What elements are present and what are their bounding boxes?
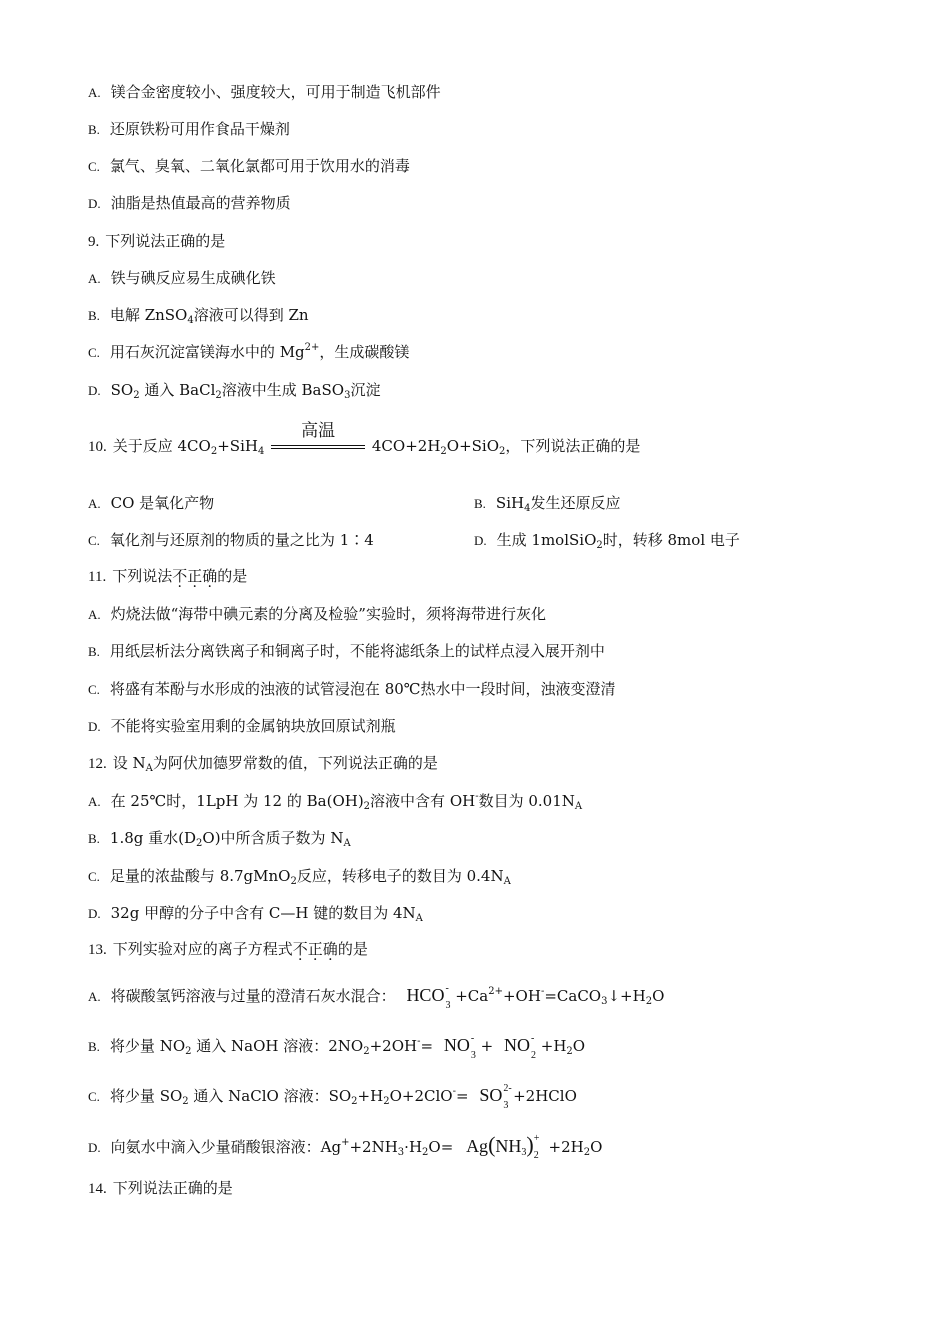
q10-option-a: A. CO 是氧化产物 bbox=[88, 494, 215, 512]
q9-option-c: C. 用石灰沉淀富镁海水中的 $Mg^{2+}$，生成碳酸镁 bbox=[88, 342, 410, 361]
sulfite-ion: SO 2- 3 bbox=[479, 1083, 512, 1111]
double-equal-bar bbox=[271, 445, 365, 449]
reaction-condition-arrow: 高温 bbox=[271, 437, 365, 457]
q11-option-b: B. 用纸层析法分离铁离子和铜离子时，不能将滤纸条上的试样点浸入展开剂中 bbox=[88, 642, 605, 660]
q9-option-d: D. $SO_2$ 通入 BaCl$_2$溶液中生成 BaSO$_3$沉淀 bbox=[88, 381, 381, 401]
q13-stem: 13. 下列实验对应的离子方程式不正确的是 bbox=[88, 940, 368, 958]
q11-stem: 11. 下列说法不正确的是 bbox=[88, 567, 248, 585]
q9-option-a: A. 铁与碘反应易生成碘化铁 bbox=[88, 269, 276, 287]
q13-option-b: B. 将少量 $NO_2$ 通入 NaOH 溶液：$2NO_2+2OH^-=$ NO - 3 + NO - 2 $+H_2O$ bbox=[88, 1033, 586, 1061]
q8-option-c: C. 氯气、臭氧、二氧化氯都可用于饮用水的消毒 bbox=[88, 157, 410, 175]
q13-option-a: A. 将碳酸氢钙溶液与过量的澄清石灰水混合： HCO - 3 $+Ca^{2+}+OH^-=CaCO_3↓+H_2O$ bbox=[88, 983, 665, 1011]
q9-option-b: B. 电解 ZnSO$_4$溶液可以得到 Zn bbox=[88, 306, 309, 326]
q12-option-b: B. 1.8g 重水$(D_2O)$中所含质子数为 $N_A$ bbox=[88, 829, 351, 849]
q12-option-c: C. 足量的浓盐酸与 8.7gMnO$_2$反应，转移电子的数目为 $0.4N_A$ bbox=[88, 867, 511, 887]
nitrite-ion: NO - 2 bbox=[503, 1033, 536, 1061]
q10-option-d: D. 生成 1molSiO$_2$时，转移 8mol 电子 bbox=[474, 531, 740, 551]
q10-stem: 10. 关于反应 $4CO_2+SiH_4$ 高温 $4CO+2H_2O+SiO_2$，下列说法正确的是 bbox=[88, 421, 641, 457]
q8-option-b: B. 还原铁粉可用作食品干燥剂 bbox=[88, 120, 290, 138]
q10-option-b: B. SiH$_4$发生还原反应 bbox=[474, 494, 621, 514]
nitrate-ion: NO - 3 bbox=[443, 1033, 476, 1061]
q14-stem: 14. 下列说法正确的是 bbox=[88, 1179, 233, 1197]
q11-option-a: A. 灼烧法做“海带中碘元素的分离及检验”实验时，须将海带进行灰化 bbox=[88, 605, 546, 623]
q12-option-d: D. 32g 甲醇的分子中含有 C—H 键的数目为 $4N_A$ bbox=[88, 904, 423, 924]
q12-stem: 12. 设 $N_A$为阿伏加德罗常数的值，下列说法正确的是 bbox=[88, 754, 438, 774]
q13-option-c: C. 将少量 $SO_2$ 通入 NaClO 溶液：$SO_2+H_2O+2ClO^-=$ SO 2- 3 +2HClO bbox=[88, 1083, 577, 1111]
bicarbonate-ion: HCO - 3 bbox=[406, 983, 451, 1011]
q11-option-c: C. 将盛有苯酚与水形成的浊液的试管浸泡在 80℃热水中一段时间，浊液变澄清 bbox=[88, 680, 616, 698]
q13-option-d: D. 向氨水中滴入少量硝酸银溶液：$Ag^++2NH_3\cdot H_2O= Ag(NH_3)$ + 2 $+2H_2O$ bbox=[88, 1132, 603, 1161]
q8-option-a: A. 镁合金密度较小、强度较大，可用于制造飞机部件 bbox=[88, 83, 441, 101]
q11-option-d: D. 不能将实验室用剩的金属钠块放回原试剂瓶 bbox=[88, 717, 396, 735]
silver-ammonia-complex: $Ag(NH_3)$ + 2 bbox=[466, 1132, 540, 1161]
q12-option-a: A. 在 25℃时，1LpH 为 12 的 $Ba(OH)_2$溶液中含有 OH-数目为 $0.01N_A$ bbox=[88, 791, 583, 812]
q10-option-c: C. 氧化剂与还原剂的物质的量之比为 1∶4 bbox=[88, 531, 374, 549]
q8-option-d: D. 油脂是热值最高的营养物质 bbox=[88, 194, 291, 212]
q9-stem: 9. 下列说法正确的是 bbox=[88, 232, 226, 250]
